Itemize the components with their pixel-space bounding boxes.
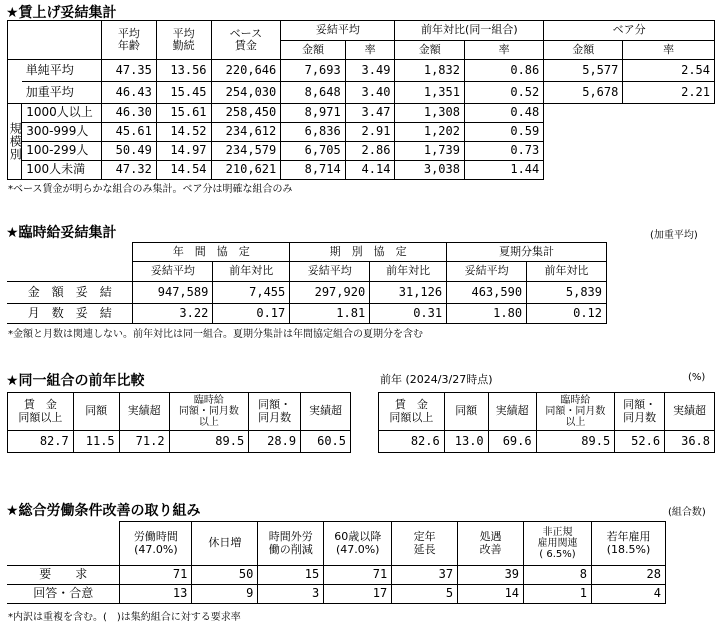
- wage-header-settle: 妥結平均: [281, 21, 395, 41]
- wage-header-bea: ベア分: [544, 21, 715, 41]
- wage-row-label: 1000人以上: [22, 104, 102, 123]
- wage-cell: 1,351: [395, 82, 465, 104]
- bonus-cell: 0.31: [370, 304, 447, 324]
- wage-cell: 14.54: [156, 161, 211, 180]
- labor-cell: 13: [120, 585, 192, 604]
- wage-cell: 258,450: [211, 104, 281, 123]
- bonus-cell: 3.22: [133, 304, 213, 324]
- labor-cell: 4: [591, 585, 665, 604]
- wage-cell: 15.61: [156, 104, 211, 123]
- labor-cell: 28: [591, 566, 665, 585]
- wage-cell: 5,577: [544, 60, 623, 82]
- wage-cell: 2.91: [345, 123, 395, 142]
- compare-cell: 69.6: [488, 431, 536, 453]
- wage-cell: 3.49: [345, 60, 395, 82]
- bonus-table: [7, 242, 607, 324]
- wage-header-base: ベース 賃金: [211, 21, 281, 60]
- labor-header: 労働時間 (47.0%): [120, 522, 192, 566]
- wage-row-label: 加重平均: [22, 82, 102, 104]
- wage-row-label: 300-999人: [22, 123, 102, 142]
- wage-cell: 4.14: [345, 161, 395, 180]
- labor-cell: 8: [524, 566, 592, 585]
- compare-cell: 89.5: [169, 431, 249, 453]
- wage-cell: 3,038: [395, 161, 465, 180]
- compare-header-wage: 賃 金 同額以上: [379, 393, 445, 431]
- bonus-unit: (加重平均): [650, 230, 698, 241]
- bonus-cell: 297,920: [290, 282, 370, 304]
- labor-cell: 5: [392, 585, 458, 604]
- wage-cell: 1,739: [395, 142, 465, 161]
- bonus-cell: 7,455: [213, 282, 290, 304]
- labor-table: [7, 521, 666, 604]
- bonus-header-prev: 前年対比: [527, 262, 607, 282]
- wage-footnote: *ベース賃金が明らかな組合のみ集計。ベア分は明確な組合のみ: [8, 184, 293, 195]
- wage-header-amount: 金額: [544, 41, 623, 60]
- wage-cell: 46.30: [102, 104, 157, 123]
- labor-header: 定年 延長: [392, 522, 458, 566]
- wage-header-prev: 前年対比(同一組合): [395, 21, 544, 41]
- compare-cell: 82.6: [379, 431, 445, 453]
- labor-row-label: 回答・合意: [7, 585, 120, 604]
- bonus-cell: 31,126: [370, 282, 447, 304]
- labor-cell: 39: [458, 566, 524, 585]
- compare-cell: 28.9: [249, 431, 301, 453]
- wage-cell: 5,678: [544, 82, 623, 104]
- bonus-header-year: 年 間 協 定: [133, 243, 290, 262]
- wage-cell: 0.73: [464, 142, 543, 161]
- wage-header-tenure: 平均 勤続: [156, 21, 211, 60]
- compare-header-bover: 実績超: [301, 393, 351, 431]
- bonus-cell: 0.12: [527, 304, 607, 324]
- bonus-header-corner: [7, 243, 133, 282]
- labor-header: 若年雇用 (18.5%): [591, 522, 665, 566]
- labor-cell: 15: [258, 566, 324, 585]
- wage-cell: 14.52: [156, 123, 211, 142]
- compare-header-over: 実績超: [488, 393, 536, 431]
- wage-cell: 1,308: [395, 104, 465, 123]
- wage-header-corner: [8, 21, 102, 60]
- bonus-row-label: 月 数 妥 結: [7, 304, 133, 324]
- compare-cell: 89.5: [536, 431, 615, 453]
- wage-cell: 45.61: [102, 123, 157, 142]
- labor-cell: 9: [192, 585, 258, 604]
- bonus-cell: 1.80: [447, 304, 527, 324]
- wage-section-title: ★賃上げ妥結集計: [6, 5, 117, 21]
- wage-cell: 3.40: [345, 82, 395, 104]
- labor-header-corner: [7, 522, 120, 566]
- compare-header-bonus: 臨時給 同額・同月数 以上: [169, 393, 249, 431]
- wage-cell: 2.21: [623, 82, 715, 104]
- wage-cell: 8,714: [281, 161, 345, 180]
- compare-current-table: [7, 392, 351, 453]
- wage-cell: 6,836: [281, 123, 345, 142]
- wage-cell: 234,612: [211, 123, 281, 142]
- labor-header: 60歳以降 (47.0%): [324, 522, 392, 566]
- compare-header-bsame: 同額・ 同月数: [249, 393, 301, 431]
- compare-cell: 82.7: [8, 431, 74, 453]
- compare-cell: 11.5: [73, 431, 119, 453]
- labor-header: 処遇 改善: [458, 522, 524, 566]
- wage-cell: 234,579: [211, 142, 281, 161]
- wage-cell: 0.52: [464, 82, 543, 104]
- labor-cell: 71: [324, 566, 392, 585]
- labor-cell: 71: [120, 566, 192, 585]
- compare-cell: 13.0: [444, 431, 488, 453]
- wage-cell: 1.44: [464, 161, 543, 180]
- bonus-header-prev: 前年対比: [213, 262, 290, 282]
- wage-header-amount: 金額: [281, 41, 345, 60]
- wage-cell: 254,030: [211, 82, 281, 104]
- compare-cell: 71.2: [119, 431, 169, 453]
- wage-table: [7, 20, 715, 180]
- wage-header-age: 平均 年齢: [102, 21, 157, 60]
- wage-cell: 220,646: [211, 60, 281, 82]
- labor-cell: 14: [458, 585, 524, 604]
- compare-section-title: ★同一組合の前年比較: [6, 373, 145, 389]
- labor-cell: 3: [258, 585, 324, 604]
- bonus-header-period: 期 別 協 定: [290, 243, 447, 262]
- wage-cell: 2.86: [345, 142, 395, 161]
- wage-row-label: 100-299人: [22, 142, 102, 161]
- labor-header: 時間外労 働の削減: [258, 522, 324, 566]
- compare-cell: 60.5: [301, 431, 351, 453]
- bonus-cell: 0.17: [213, 304, 290, 324]
- bonus-header-prev: 前年対比: [370, 262, 447, 282]
- compare-header-bonus: 臨時給 同額・同月数 以上: [536, 393, 615, 431]
- labor-section-title: ★総合労働条件改善の取り組み: [6, 503, 201, 519]
- bonus-header-avg: 妥結平均: [290, 262, 370, 282]
- wage-cell: 1,832: [395, 60, 465, 82]
- wage-cell: 0.86: [464, 60, 543, 82]
- wage-header-amount: 金額: [395, 41, 465, 60]
- wage-cell: 0.59: [464, 123, 543, 142]
- bonus-header-avg: 妥結平均: [447, 262, 527, 282]
- compare-previous-table: [378, 392, 715, 453]
- labor-unit: (組合数): [668, 507, 706, 518]
- wage-cell: 8,648: [281, 82, 345, 104]
- wage-cell: 50.49: [102, 142, 157, 161]
- compare-header-wage: 賃 金 同額以上: [8, 393, 74, 431]
- compare-unit: (%): [688, 372, 706, 383]
- wage-cell: 8,971: [281, 104, 345, 123]
- wage-cell: 47.35: [102, 60, 157, 82]
- compare-header-over: 実績超: [119, 393, 169, 431]
- size-side-label: 規模別: [8, 104, 22, 180]
- labor-cell: 37: [392, 566, 458, 585]
- labor-cell: 17: [324, 585, 392, 604]
- compare-header-bover: 実績超: [665, 393, 715, 431]
- wage-cell: 210,621: [211, 161, 281, 180]
- compare-prev-title: 前年 (2024/3/27時点): [380, 373, 493, 386]
- compare-cell: 52.6: [615, 431, 665, 453]
- compare-header-same: 同額: [73, 393, 119, 431]
- wage-header-rate: 率: [464, 41, 543, 60]
- wage-cell: 7,693: [281, 60, 345, 82]
- wage-cell: 1,202: [395, 123, 465, 142]
- wage-cell: 13.56: [156, 60, 211, 82]
- wage-header-rate: 率: [345, 41, 395, 60]
- wage-cell: 46.43: [102, 82, 157, 104]
- bonus-header-avg: 妥結平均: [133, 262, 213, 282]
- labor-footnote: *内訳は重複を含む。( )は集約組合に対する要求率: [8, 612, 241, 623]
- wage-header-rate: 率: [623, 41, 715, 60]
- wage-cell: 47.32: [102, 161, 157, 180]
- wage-row-label: 100人未満: [22, 161, 102, 180]
- compare-header-bsame: 同額・ 同月数: [615, 393, 665, 431]
- labor-row-label: 要 求: [7, 566, 120, 585]
- wage-cell: 0.48: [464, 104, 543, 123]
- labor-cell: 50: [192, 566, 258, 585]
- bonus-cell: 947,589: [133, 282, 213, 304]
- bonus-section-title: ★臨時給妥結集計: [6, 225, 117, 241]
- wage-cell: 2.54: [623, 60, 715, 82]
- bonus-row-label: 金 額 妥 結: [7, 282, 133, 304]
- compare-header-same: 同額: [444, 393, 488, 431]
- wage-cell: 6,705: [281, 142, 345, 161]
- labor-header: 休日増: [192, 522, 258, 566]
- wage-row-label: 単純平均: [22, 60, 102, 82]
- wage-cell: 15.45: [156, 82, 211, 104]
- labor-cell: 1: [524, 585, 592, 604]
- labor-header: 非正規 雇用関連 ( 6.5%): [524, 522, 592, 566]
- bonus-header-summer: 夏期分集計: [447, 243, 607, 262]
- bonus-cell: 463,590: [447, 282, 527, 304]
- wage-cell: 14.97: [156, 142, 211, 161]
- bonus-footnote: *金額と月数は関連しない。前年対比は同一組合。夏期分集計は年間協定組合の夏期分を含む: [8, 329, 423, 340]
- compare-cell: 36.8: [665, 431, 715, 453]
- wage-cell: 3.47: [345, 104, 395, 123]
- bonus-cell: 5,839: [527, 282, 607, 304]
- bonus-cell: 1.81: [290, 304, 370, 324]
